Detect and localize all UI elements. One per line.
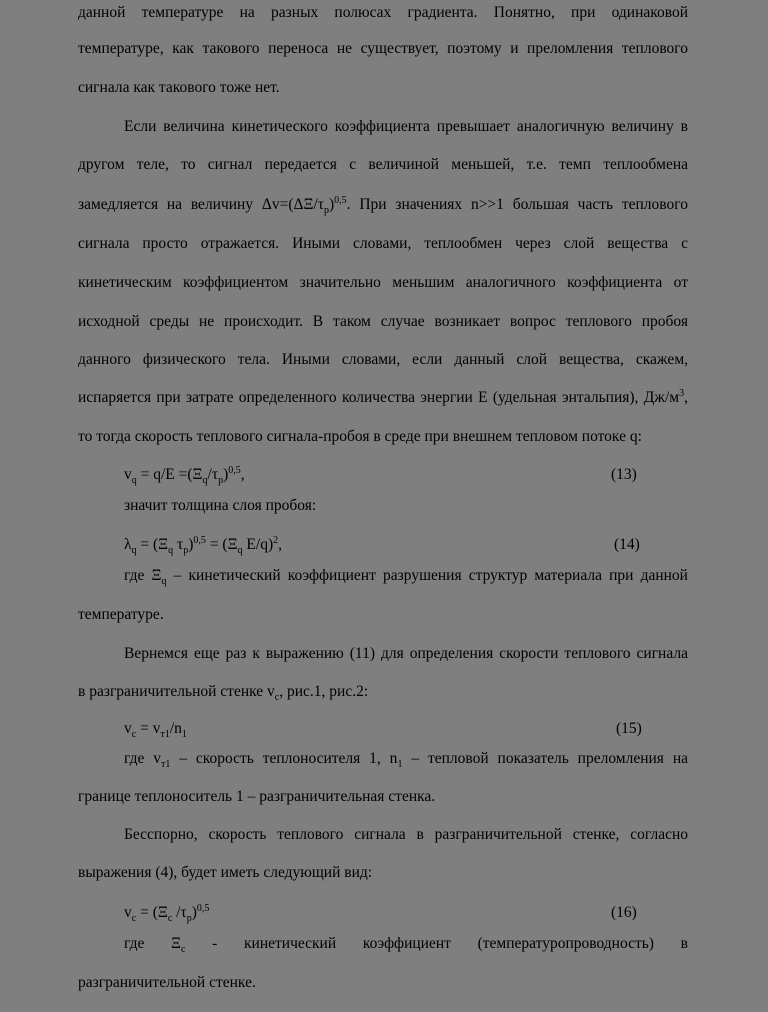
equation-15: $v_c = v_{т1}/n_1$ — [124, 720, 187, 741]
text-line: разграничительной стенке. — [78, 974, 256, 991]
text-line: данной температуре на разных полюсах градиента. Понятно, при одинаковой — [78, 4, 688, 21]
text-line: сигнала просто отражается. Иными словами, теплообмен через слой вещества с — [78, 235, 688, 252]
text-line: значит толщина слоя пробоя: — [124, 497, 317, 514]
text-line: температуре, как такового переноса не существует, поэтому и преломления теплового — [78, 40, 688, 57]
equation-16: $v_c = (\Xi_c$ $/\tau_p)^{0,5}$ — [124, 902, 210, 925]
text-line: где $v_{т1}$ – скорость теплоносителя 1, $n_1$ – тепловой показатель преломления на — [124, 750, 688, 771]
equation-number: (13) — [611, 466, 637, 483]
text-line: где $\Xi_c$ - кинетический коэффициент (температуропроводность) в — [124, 935, 688, 956]
text-line: температуре. — [78, 606, 164, 623]
equation-14: $\lambda_q = (\Xi_q$ $\tau_p)^{0,5} = (\Xi_q$ E/q)$^2$, — [124, 534, 282, 557]
text-line: другом теле, то сигнал передается с величиной меньшей, т.е. темп теплообмена — [78, 156, 688, 173]
text-line: исходной среды не происходит. В таком случае возникает вопрос теплового пробоя — [78, 313, 688, 330]
text-line: данного физического тела. Иными словами, если данный слой вещества, скажем, — [78, 351, 688, 368]
text-line: границе теплоноситель 1 – разграничительная стенка. — [78, 788, 436, 805]
text-line: Если величина кинетического коэффициента превышает аналогичную величину в — [124, 118, 688, 135]
text-line: в разграничительной стенке $v_c$, рис.1, рис.2: — [78, 683, 369, 704]
text-line: сигнала как такового тоже нет. — [78, 79, 280, 96]
text-line: то тогда скорость теплового сигнала-пробоя в среде при внешнем тепловом потоке q: — [78, 428, 642, 445]
text-line: замедляется на величину $\Delta v=(\Delta\Xi/\tau_p)^{0,5}$. При значениях n>>1 большая часть теплового — [78, 194, 688, 217]
text-line: кинетическим коэффициентом значительно меньшим аналогичного коэффициента от — [78, 274, 688, 291]
text-line: испаряется при затрате определенного количества энергии Е (удельная энтальпия), $Дж/м^3$, — [78, 387, 688, 406]
equation-number: (15) — [616, 720, 642, 737]
text-line: где $\Xi_q$ – кинетический коэффициент разрушения структур материала при данной — [124, 567, 688, 588]
text-line: Бесспорно, скорость теплового сигнала в разграничительной стенке, согласно — [124, 826, 688, 843]
text-line: Вернемся еще раз к выражению (11) для определения скорости теплового сигнала — [124, 645, 688, 662]
text-line: выражения (4), будет иметь следующий вид: — [78, 864, 373, 881]
equation-13: $v_q = q/E =(\Xi_q/\tau_p)^{0,5}$, — [124, 464, 245, 487]
equation-number: (14) — [614, 536, 640, 553]
equation-number: (16) — [611, 904, 637, 921]
